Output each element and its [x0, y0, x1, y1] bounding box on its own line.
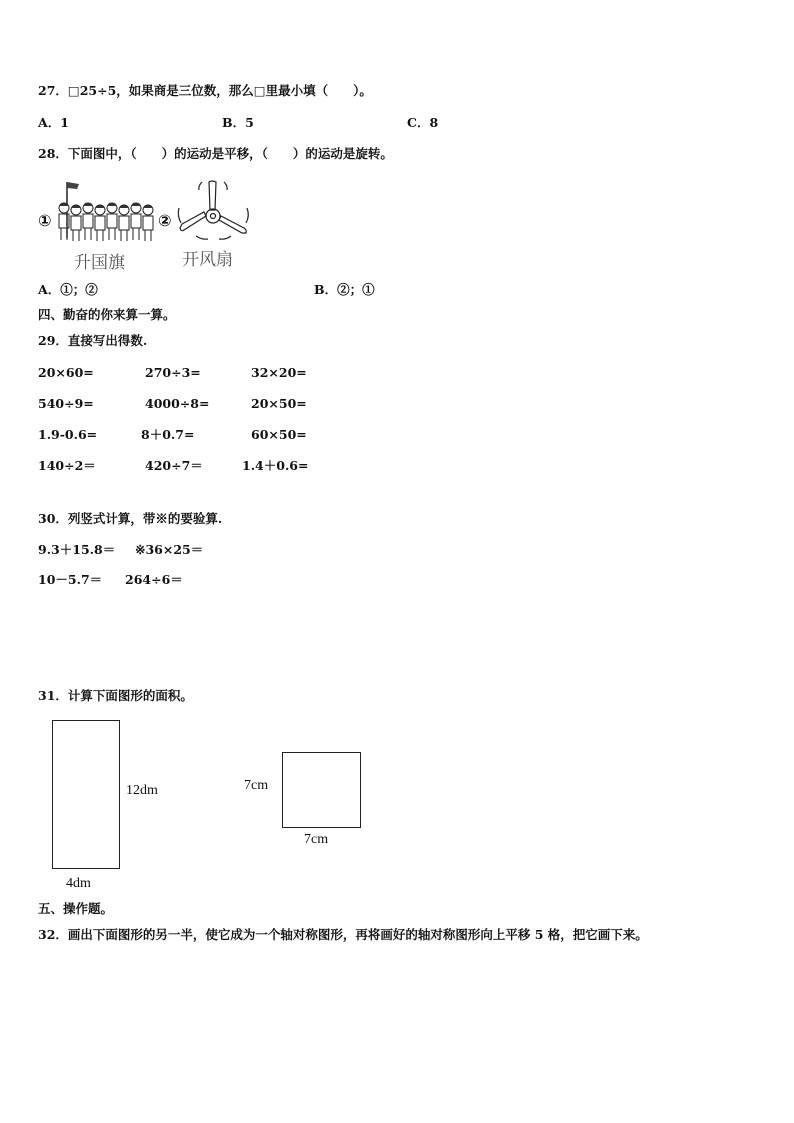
q28-figure-1-caption: 升国旗 [74, 253, 125, 273]
q32-stem: 32．画出下面图形的另一半，使它成为一个轴对称图形，再将画好的轴对称图形向上平移 5 格，把它画下来。 [38, 927, 648, 942]
q29-r1-c1: 20×60= [38, 365, 94, 380]
q29-r3-c3: 60×50= [251, 427, 307, 442]
flag-raising-illustration [54, 178, 158, 250]
q31-rect-height-label: 12dm [126, 783, 158, 798]
q31-stem: 31．计算下面图形的面积。 [38, 688, 193, 703]
q29-r3-c1: 1.9-0.6= [38, 427, 98, 442]
q30-stem: 30．列竖式计算，带※的要验算. [38, 511, 223, 526]
fan-illustration [176, 178, 252, 244]
q29-r3-c2: 8＋0.7= [141, 427, 195, 442]
q28-option-b: B．②；① [314, 282, 375, 297]
q31-rectangle [52, 720, 120, 869]
q27-option-c: C．8 [407, 115, 439, 130]
q29-r4-c2: 420÷7＝ [145, 458, 203, 473]
q31-square-bottom-label: 7cm [304, 832, 329, 847]
q29-r2-c3: 20×50= [251, 396, 307, 411]
q29-r1-c3: 32×20= [251, 365, 307, 380]
q28-option-a: A．①；② [38, 282, 98, 297]
q30-r2-c1: 10－5.7＝ [38, 572, 103, 587]
q28-figure-1-number: ① [38, 211, 52, 230]
section-4-heading: 四、勤奋的你来算一算。 [38, 307, 176, 322]
q29-r2-c2: 4000÷8= [145, 396, 210, 411]
q28-stem: 28．下面图中，（ ）的运动是平移，（ ）的运动是旋转。 [38, 146, 393, 161]
q29-stem: 29．直接写出得数. [38, 333, 148, 348]
q31-square [282, 752, 361, 828]
q31-square-side-label: 7cm [244, 778, 269, 793]
section-5-heading: 五、操作题。 [38, 901, 114, 916]
q30-r1-c2: ※36×25＝ [135, 542, 204, 557]
q28-figure-2-caption: 开风扇 [182, 250, 233, 270]
q30-r2-c2: 264÷6＝ [125, 572, 183, 587]
q27-stem: 27．□25÷5，如果商是三位数，那么□里最小填（ ）。 [38, 83, 372, 98]
q31-rect-width-label: 4dm [66, 876, 91, 891]
q27-option-b: B．5 [222, 115, 254, 130]
q29-r2-c1: 540÷9= [38, 396, 94, 411]
q29-r4-c1: 140÷2＝ [38, 458, 96, 473]
q29-r4-c3: 1.4＋0.6= [242, 458, 309, 473]
q28-figure-2-number: ② [158, 211, 172, 230]
q30-r1-c1: 9.3＋15.8＝ [38, 542, 116, 557]
q27-option-a: A．1 [38, 115, 69, 130]
q29-r1-c2: 270÷3= [145, 365, 201, 380]
